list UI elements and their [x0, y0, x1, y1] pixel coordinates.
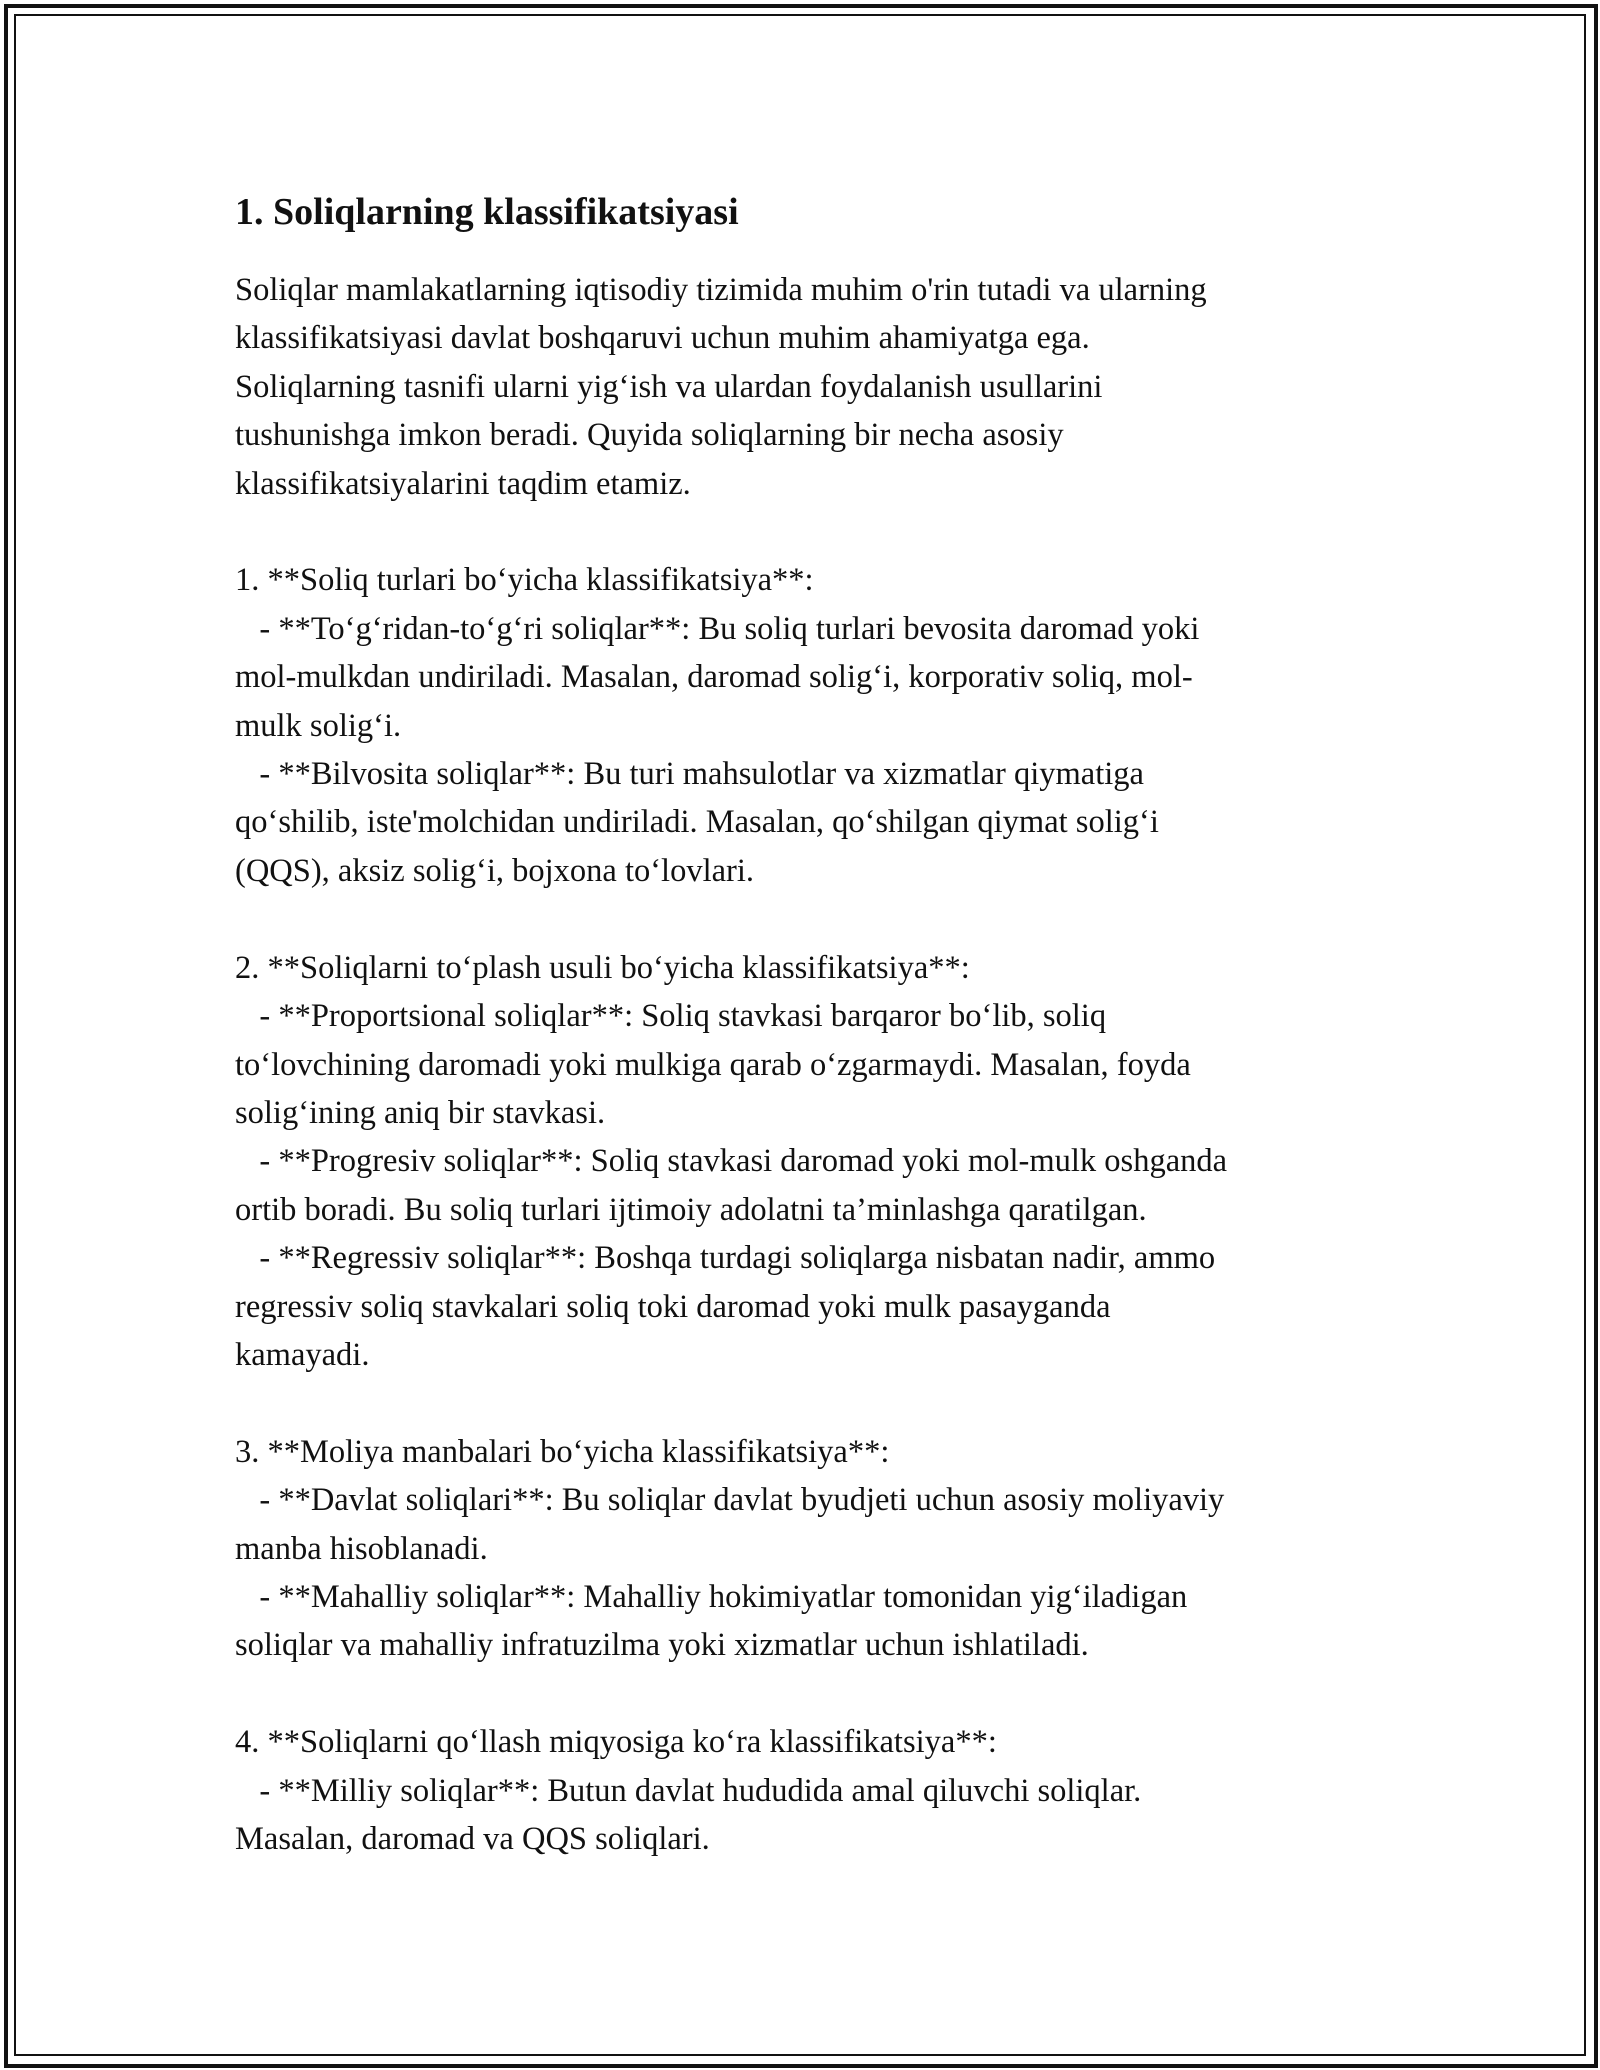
document-page [235, 188, 1365, 1863]
document-heading: 1. Soliqlarning klassifikatsiyasi [235, 191, 739, 233]
document-body: Soliqlar mamlakatlarning iqtisodiy tizimida muhim o'rin tutadi va ularning klassifikatsiyasi davlat boshqaruvi uchun muhim ahamiyatga ega. Soliqlarning tasnifi ularni yig‘ish va ulardan foydalanish usullarini tushunishga imkon beradi. Quyida soliqlarning bir necha asosiy klassifikatsiyalarini taqdim etamiz. 1. **Soliq turlari bo‘yicha klassifikatsiya**: - **To‘g‘ridan-to‘g‘ri soliqlar**: Bu soliq turlari bevosita daromad yoki mol-mulkdan undiriladi. Masalan, daromad solig‘i, korporativ soliq, mol- mulk solig‘i. - **Bilvosita soliqlar**: Bu turi mahsulotlar va xizmatlar qiymatiga qo‘shilib, iste'molchidan undiriladi. Masalan, qo‘shilgan qiymat solig‘i (QQS), aksiz solig‘i, bojxona to‘lovlari. 2. **Soliqlarni to‘plash usuli bo‘yicha klassifikatsiya**: - **Proportsional soliqlar**: Soliq stavkasi barqaror bo‘lib, soliq to‘lovchining daromadi yoki mulkiga qarab o‘zgarmaydi. Masalan, foyda solig‘ining aniq bir stavkasi. - **Progresiv soliqlar**: Soliq stavkasi daromad yoki mol-mulk oshganda ortib boradi. Bu soliq turlari ijtimoiy adolatni ta’minlashga qaratilgan. - **Regressiv soliqlar**: Boshqa turdagi soliqlarga nisbatan nadir, ammo regressiv soliq stavkalari soliq toki daromad yoki mulk pasayganda kamayadi. 3. **Moliya manbalari bo‘yicha klassifikatsiya**: - **Davlat soliqlari**: Bu soliqlar davlat byudjeti uchun asosiy moliyaviy manba hisoblanadi. - **Mahalliy soliqlar**: Mahalliy hokimiyatlar tomonidan yig‘iladigan soliqlar va mahalliy infratuzilma yoki xizmatlar uchun ishlatiladi. 4. **Soliqlarni qo‘llash miqyosiga ko‘ra klassifikatsiya**: - **Milliy soliqlar**: Butun davlat hududida amal qiluvchi soliqlar. Masalan, daromad va QQS soliqlari. [235, 272, 1228, 1857]
